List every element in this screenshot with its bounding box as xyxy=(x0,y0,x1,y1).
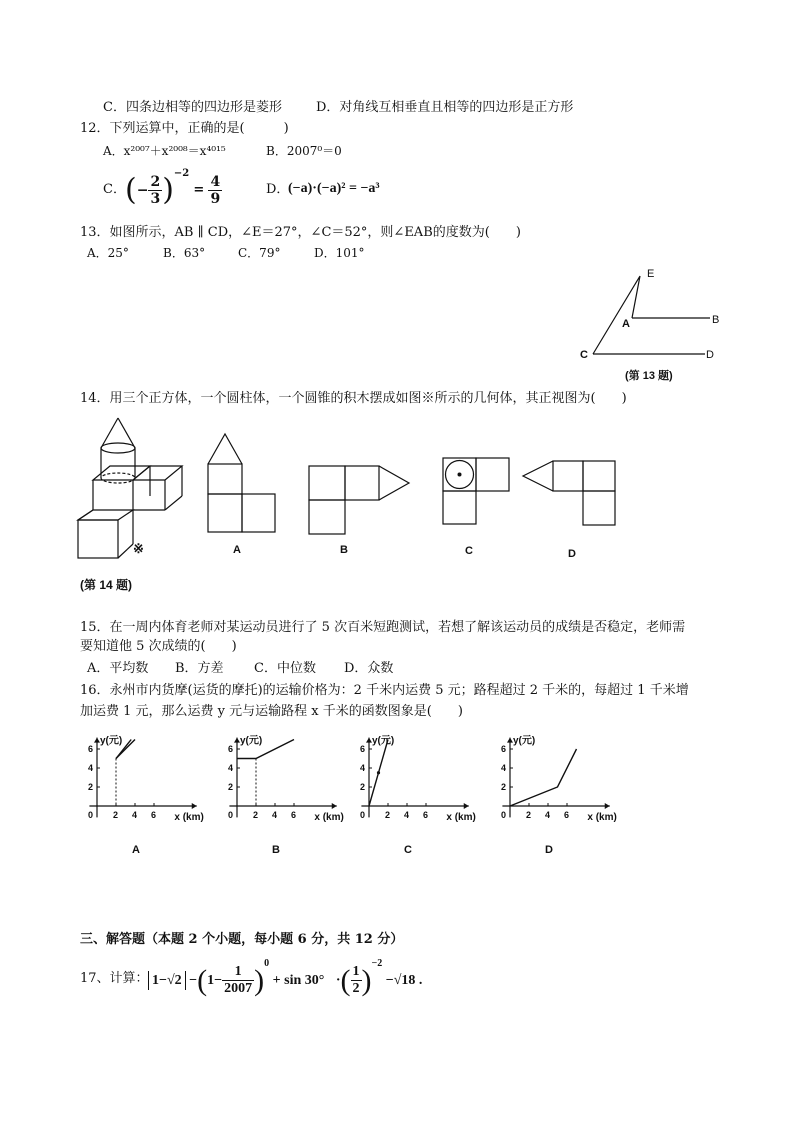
q16-graph-label-a: A xyxy=(132,844,140,856)
x-tick-label: 2 xyxy=(526,810,532,820)
q13-caption: (第 13 题) xyxy=(625,370,673,382)
q16-graph-b xyxy=(217,731,357,851)
q15-option-c: C．中位数 xyxy=(254,661,316,676)
q12-option-d-label: D． xyxy=(266,182,290,197)
q17-label: 17、计算： xyxy=(80,971,149,986)
y-tick-label: 2 xyxy=(360,782,366,792)
q13-label-d: D xyxy=(706,349,714,361)
section3-title: 三、解答题（本题 2 个小题，每小题 6 分，共 12 分） xyxy=(80,932,404,947)
q14-option-a-figure xyxy=(203,430,283,540)
x-tick-label: 4 xyxy=(404,810,410,820)
origin-label: 0 xyxy=(228,810,234,820)
q16-stem-line2: 加运费 1 元，那么运费 y 元与运输路程 x 千米的函数图象是( ) xyxy=(80,704,463,719)
q14-option-c-figure xyxy=(440,455,520,535)
y-tick-label: 6 xyxy=(88,744,94,754)
y-axis-label: y(元) xyxy=(240,735,263,747)
q11-option-c: C．四条边相等的四边形是菱形 xyxy=(103,100,282,115)
y-tick-label: 6 xyxy=(228,744,234,754)
y-tick-label: 2 xyxy=(501,782,507,792)
origin-label: 0 xyxy=(501,810,507,820)
q15-option-d: D．众数 xyxy=(344,661,394,676)
q11-option-d: D．对角线互相垂直且相等的四边形是正方形 xyxy=(316,100,574,115)
q15-option-a: A．平均数 xyxy=(87,661,149,676)
x-tick-label: 6 xyxy=(291,810,297,820)
q14-label-d: D xyxy=(568,548,576,560)
y-axis-label: y(元) xyxy=(513,735,536,747)
x-tick-label: 2 xyxy=(113,810,119,820)
q16-graph-label-d: D xyxy=(545,844,553,856)
origin-label: 0 xyxy=(88,810,94,820)
q14-caption: (第 14 题) xyxy=(80,578,133,592)
y-tick-label: 4 xyxy=(88,763,94,773)
y-tick-label: 4 xyxy=(228,763,234,773)
q12-option-d-expr: (−a)·(−a)² = −a³ xyxy=(288,181,380,196)
q12-stem: 12．下列运算中，正确的是( ) xyxy=(80,121,289,136)
q12-option-c-expr: (− $\frac{2}{3}$ )$^{-2}$ = $\frac{4}{9}$ xyxy=(125,168,221,208)
x-tick-label: 2 xyxy=(385,810,391,820)
x-axis-label: x (km) xyxy=(174,812,204,823)
y-axis-label: y(元) xyxy=(372,735,395,747)
q14-label-a: A xyxy=(233,544,241,556)
x-tick-label: 2 xyxy=(253,810,259,820)
q12-option-c-label: C． xyxy=(103,182,126,197)
q13-option-d: D．101° xyxy=(314,246,365,260)
q14-label-star: ※ xyxy=(133,541,144,556)
q16-graph-label-b: B xyxy=(272,844,280,856)
q17-abs: 1−√2 xyxy=(148,971,186,990)
q17-expression: 1−√2 −(1− $\frac{1}{2007}$ )$^0$ + sin 30° ·( $\frac{1}{2}$ )$^{-2}$ −√18 . xyxy=(148,955,422,1005)
x-tick-label: 6 xyxy=(423,810,429,820)
q14-label-b: B xyxy=(340,544,348,556)
x-tick-label: 6 xyxy=(564,810,570,820)
x-axis-label: x (km) xyxy=(314,812,344,823)
q15-option-b: B．方差 xyxy=(175,661,224,676)
x-tick-label: 4 xyxy=(272,810,278,820)
x-tick-label: 4 xyxy=(545,810,551,820)
q13-option-a: A．25° xyxy=(87,246,129,260)
y-tick-label: 6 xyxy=(360,744,366,754)
q13-option-b: B．63° xyxy=(163,246,206,260)
q14-option-b-figure xyxy=(305,462,415,542)
q16-graph-label-c: C xyxy=(404,844,412,856)
q15-stem-line1: 15．在一周内体育老师对某运动员进行了 5 次百米短跑测试，若想了解该运动员的成绩是否稳定，老师需 xyxy=(80,620,686,635)
origin-label: 0 xyxy=(360,810,366,820)
y-tick-label: 2 xyxy=(228,782,234,792)
x-axis-label: x (km) xyxy=(587,812,617,823)
x-tick-label: 6 xyxy=(151,810,157,820)
y-tick-label: 4 xyxy=(360,763,366,773)
q15-stem-line2: 要知道他 5 次成绩的( ) xyxy=(80,639,237,654)
x-axis-label: x (km) xyxy=(446,812,476,823)
q14-solid-figure xyxy=(70,410,190,560)
q14-label-c: C xyxy=(465,545,473,557)
q13-label-e: E xyxy=(647,268,655,280)
q13-label-b: B xyxy=(712,314,720,326)
y-tick-label: 4 xyxy=(501,763,507,773)
q14-stem: 14．用三个正方体，一个圆柱体，一个圆锥的积木摆成如图※所示的几何体，其正视图为( ) xyxy=(80,391,627,406)
x-tick-label: 4 xyxy=(132,810,138,820)
q14-option-d-figure xyxy=(520,457,620,537)
y-axis-label: y(元) xyxy=(100,735,123,747)
q12-option-a: A．x²⁰⁰⁷＋x²⁰⁰⁸＝x⁴⁰¹⁵ xyxy=(103,144,226,158)
y-tick-label: 2 xyxy=(88,782,94,792)
q13-label-a: A xyxy=(622,318,630,330)
q16-graph-d xyxy=(490,731,630,851)
y-tick-label: 6 xyxy=(501,744,507,754)
q13-stem: 13．如图所示，AB ∥ CD，∠E＝27°，∠C＝52°，则∠EAB的度数为( ) xyxy=(80,225,521,240)
q16-graph-a xyxy=(77,731,217,851)
q12-option-b: B．2007⁰＝0 xyxy=(266,144,342,158)
q16-graph-c xyxy=(349,731,489,851)
q13-option-c: C．79° xyxy=(238,246,281,260)
q16-stem-line1: 16．永州市内货摩(运货的摩托)的运输价格为：2 千米内运费 5 元；路程超过 2 千米的，每超过 1 千米增 xyxy=(80,683,689,698)
q13-label-c: C xyxy=(580,349,588,361)
